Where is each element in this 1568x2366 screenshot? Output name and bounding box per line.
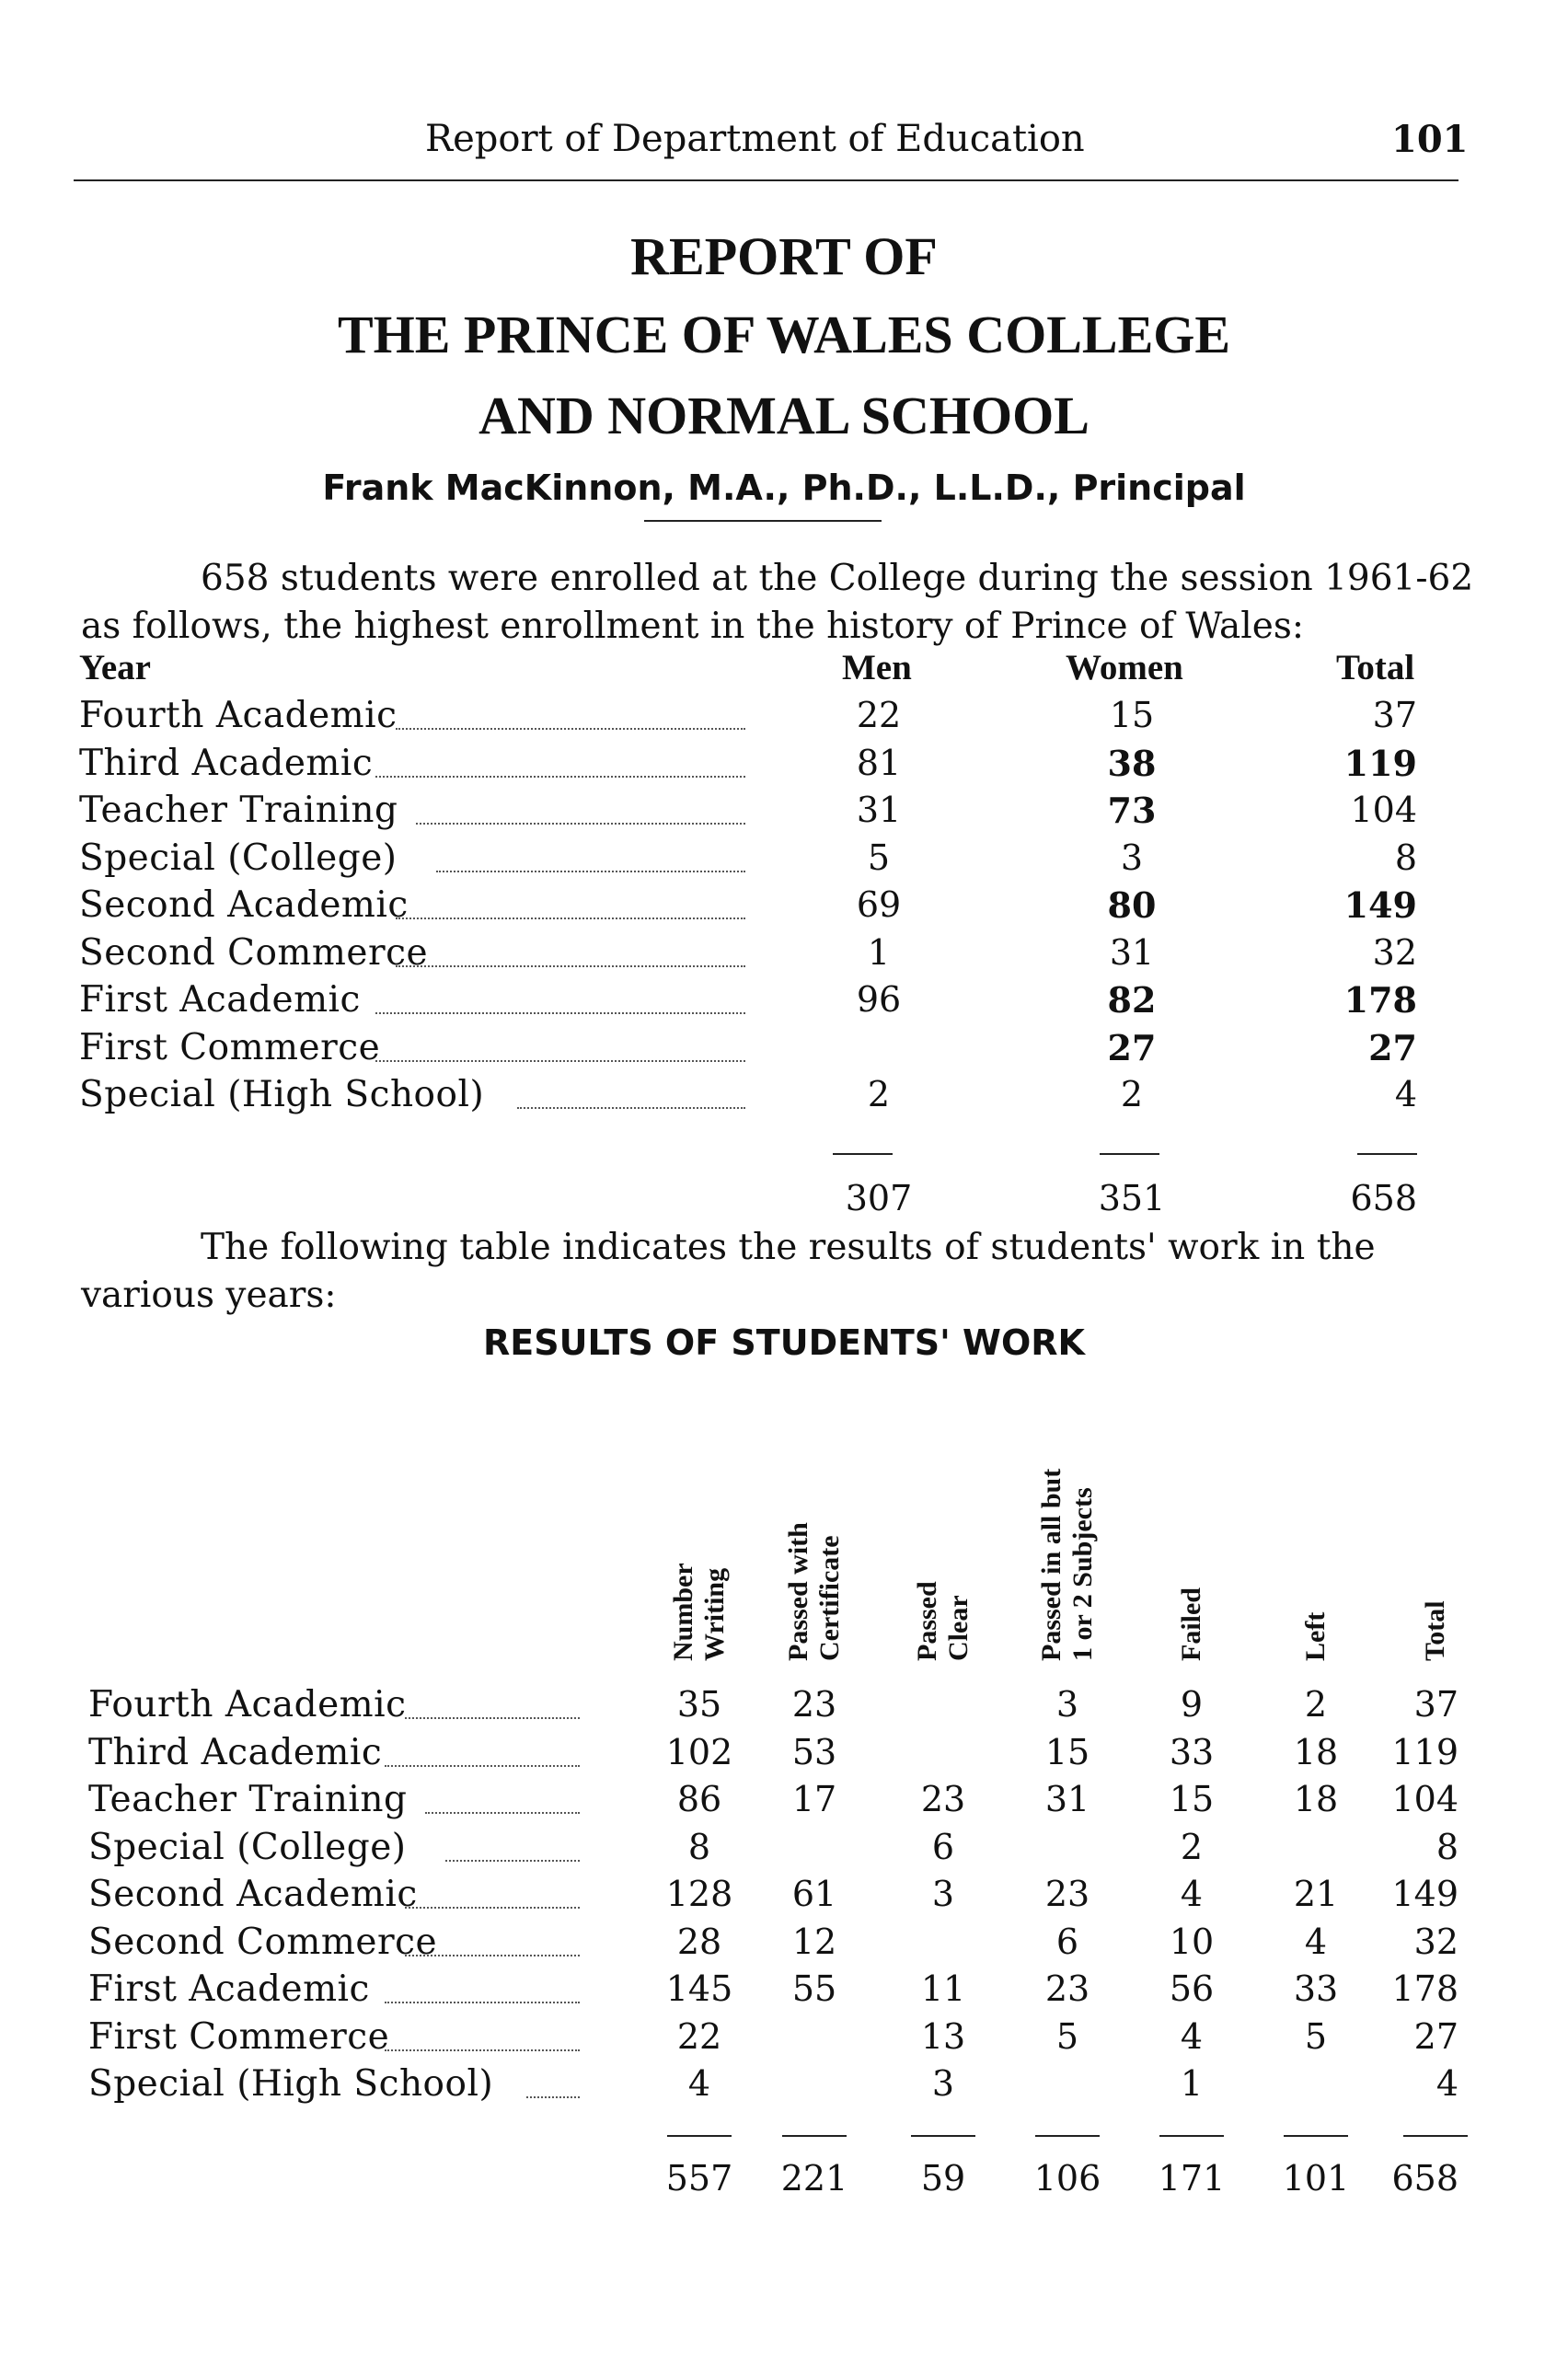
results-total: 101 xyxy=(1282,2158,1350,2199)
results-cell: 33 xyxy=(1293,1968,1339,2009)
results-cell: 27 xyxy=(1413,2015,1458,2057)
header-passed-with-certificate xyxy=(759,1339,870,1661)
enrollment-row-label: Special (College) xyxy=(79,837,398,879)
leader-dots xyxy=(405,1907,580,1909)
results-cell: 28 xyxy=(676,1921,722,1962)
leader-dots xyxy=(517,1107,745,1109)
results-cell: 4 xyxy=(1180,1874,1204,1914)
page-number: 101 xyxy=(1391,118,1469,161)
results-cell: 2 xyxy=(1180,1826,1204,1867)
enrollment-header-men: Men xyxy=(842,648,912,687)
results-intro-line-1: The following table indicates the results of students' work in the xyxy=(201,1227,1376,1268)
enrollment-cell-women: 2 xyxy=(1120,1074,1144,1114)
leader-dots xyxy=(375,1060,745,1062)
results-intro-line-2: various years: xyxy=(81,1275,337,1316)
results-cell: 8 xyxy=(687,1826,711,1867)
total-rule xyxy=(782,2135,847,2137)
total-rule xyxy=(911,2135,975,2137)
enrollment-header-year: Year xyxy=(79,648,151,687)
leader-dots xyxy=(396,965,745,967)
enrollment-cell-total: 4 xyxy=(1394,1074,1417,1114)
results-title: RESULTS OF STUDENTS' WORK xyxy=(483,1322,1085,1363)
leader-dots xyxy=(375,776,745,778)
enrollment-cell-total: 37 xyxy=(1372,695,1417,735)
enrollment-cell-women: 82 xyxy=(1107,979,1157,1021)
header-line: Certificate xyxy=(814,1535,845,1661)
enrollment-row-label: First Academic xyxy=(79,979,361,1021)
results-cell: 6 xyxy=(1055,1921,1079,1962)
header-line: Left xyxy=(1300,1611,1331,1661)
enrollment-cell-women: 80 xyxy=(1107,884,1157,926)
results-row-label: Third Academic xyxy=(88,1731,383,1773)
header-line: Clear xyxy=(943,1595,974,1661)
results-row-label: First Academic xyxy=(88,1968,370,2010)
enrollment-cell-men: 69 xyxy=(856,884,902,925)
enrollment-row-label: Third Academic xyxy=(79,742,374,784)
results-cell: 104 xyxy=(1391,1779,1458,1819)
results-cell: 2 xyxy=(1304,1684,1328,1725)
enrollment-cell-total: 8 xyxy=(1394,837,1417,878)
header-total xyxy=(1380,1339,1491,1661)
header-line: Total xyxy=(1420,1600,1450,1661)
title-line-3: AND NORMAL SCHOOL xyxy=(478,386,1090,445)
header-passed-all-but xyxy=(1012,1339,1123,1661)
results-cell: 4 xyxy=(687,2063,711,2104)
header-left xyxy=(1261,1339,1371,1661)
running-head: Report of Department of Education xyxy=(425,118,1085,160)
leader-dots xyxy=(436,871,745,872)
results-total: 171 xyxy=(1158,2158,1226,2199)
results-cell: 23 xyxy=(791,1684,837,1725)
intro-line-2: as follows, the highest enrollment in the history of Prince of Wales: xyxy=(81,606,1304,647)
enrollment-row-label: Second Academic xyxy=(79,884,409,926)
results-cell: 18 xyxy=(1293,1731,1339,1772)
enrollment-total-total: 658 xyxy=(1350,1178,1417,1218)
byline-rule xyxy=(644,520,882,522)
results-cell: 15 xyxy=(1169,1779,1215,1819)
leader-dots xyxy=(396,918,745,919)
enrollment-cell-total: 119 xyxy=(1343,742,1417,784)
enrollment-header-women: Women xyxy=(1066,648,1183,687)
results-total: 59 xyxy=(920,2158,966,2199)
enrollment-cell-total: 27 xyxy=(1368,1026,1417,1068)
total-rule xyxy=(1100,1153,1159,1155)
results-row-label: Fourth Academic xyxy=(88,1684,407,1725)
results-cell: 56 xyxy=(1169,1968,1215,2009)
leader-dots xyxy=(405,1955,580,1956)
results-cell: 23 xyxy=(1044,1968,1090,2009)
title-line-1: REPORT OF xyxy=(630,226,938,286)
header-line: Passed xyxy=(912,1581,942,1661)
leader-dots xyxy=(526,2096,580,2098)
enrollment-cell-women: 38 xyxy=(1107,742,1157,784)
enrollment-cell-men: 22 xyxy=(856,695,902,735)
results-cell: 37 xyxy=(1413,1684,1458,1725)
results-row-label: Special (College) xyxy=(88,1826,407,1868)
enrollment-cell-men: 31 xyxy=(856,790,902,830)
results-cell: 31 xyxy=(1044,1779,1090,1819)
results-cell: 119 xyxy=(1391,1731,1458,1772)
enrollment-cell-total: 149 xyxy=(1343,884,1417,926)
enrollment-cell-women: 27 xyxy=(1107,1026,1157,1068)
enrollment-cell-women: 15 xyxy=(1109,695,1155,735)
results-total: 221 xyxy=(780,2158,848,2199)
leader-dots xyxy=(385,2002,580,2003)
results-cell: 35 xyxy=(676,1684,722,1725)
results-cell: 23 xyxy=(1044,1874,1090,1914)
total-rule xyxy=(1159,2135,1224,2137)
total-rule xyxy=(1403,2135,1468,2137)
results-row-label: Second Commerce xyxy=(88,1921,438,1963)
header-line: Passed in all but xyxy=(1036,1468,1066,1661)
header-failed xyxy=(1136,1339,1247,1661)
header-rule xyxy=(74,179,1458,181)
results-cell: 17 xyxy=(791,1779,837,1819)
header-number-writing xyxy=(644,1339,755,1661)
total-rule xyxy=(833,1153,893,1155)
enrollment-cell-men: 81 xyxy=(856,742,902,783)
results-row-label: Teacher Training xyxy=(88,1779,408,1820)
enrollment-cell-men: 5 xyxy=(867,837,891,878)
results-cell: 4 xyxy=(1180,2015,1204,2057)
results-cell: 13 xyxy=(920,2015,966,2057)
results-cell: 145 xyxy=(665,1968,733,2009)
total-rule xyxy=(1035,2135,1100,2137)
results-cell: 8 xyxy=(1435,1826,1458,1867)
leader-dots xyxy=(405,1717,580,1719)
leader-dots xyxy=(416,823,745,825)
enrollment-cell-men: 96 xyxy=(856,979,902,1020)
leader-dots xyxy=(445,1860,580,1862)
results-cell: 149 xyxy=(1391,1874,1458,1914)
results-cell: 22 xyxy=(676,2015,722,2057)
results-cell: 53 xyxy=(791,1731,837,1772)
enrollment-row-label: Fourth Academic xyxy=(79,695,398,736)
enrollment-row-label: Teacher Training xyxy=(79,790,398,831)
enrollment-cell-women: 3 xyxy=(1120,837,1144,878)
header-line: Number xyxy=(668,1563,698,1661)
enrollment-row-label: First Commerce xyxy=(79,1026,381,1068)
results-cell: 21 xyxy=(1293,1874,1339,1914)
results-cell: 55 xyxy=(791,1968,837,2009)
enrollment-cell-total: 178 xyxy=(1343,979,1417,1021)
results-cell: 5 xyxy=(1304,2015,1328,2057)
total-rule xyxy=(1357,1153,1417,1155)
principal-byline: Frank MacKinnon, M.A., Ph.D., L.L.D., Principal xyxy=(322,467,1246,508)
results-cell: 6 xyxy=(931,1826,955,1867)
results-cell: 32 xyxy=(1413,1921,1458,1962)
results-row-label: Special (High School) xyxy=(88,2063,494,2105)
enrollment-row-label: Second Commerce xyxy=(79,931,429,974)
results-cell: 3 xyxy=(931,2063,955,2104)
results-row-label: Second Academic xyxy=(88,1874,418,1915)
results-cell: 102 xyxy=(665,1731,733,1772)
results-cell: 4 xyxy=(1435,2063,1458,2104)
leader-dots xyxy=(425,1812,580,1814)
results-cell: 86 xyxy=(676,1779,722,1819)
title-line-2: THE PRINCE OF WALES COLLEGE xyxy=(337,305,1231,364)
results-cell: 3 xyxy=(931,1874,955,1914)
results-cell: 128 xyxy=(665,1874,733,1914)
header-line: Passed with xyxy=(783,1522,813,1661)
results-cell: 15 xyxy=(1044,1731,1090,1772)
total-rule xyxy=(667,2135,732,2137)
header-line: Writing xyxy=(699,1567,730,1661)
results-row-label: First Commerce xyxy=(88,2015,390,2058)
results-cell: 23 xyxy=(920,1779,966,1819)
enrollment-cell-men: 2 xyxy=(867,1074,891,1114)
results-cell: 10 xyxy=(1169,1921,1215,1962)
results-cell: 61 xyxy=(791,1874,837,1914)
results-cell: 9 xyxy=(1180,1684,1204,1725)
enrollment-cell-women: 31 xyxy=(1109,931,1155,973)
header-passed-clear xyxy=(888,1339,998,1661)
enrollment-row-label: Special (High School) xyxy=(79,1074,485,1115)
results-cell: 1 xyxy=(1180,2063,1204,2104)
leader-dots xyxy=(396,728,745,730)
results-total: 106 xyxy=(1033,2158,1101,2199)
leader-dots xyxy=(375,1012,745,1014)
leader-dots xyxy=(385,2049,580,2051)
results-cell: 18 xyxy=(1293,1779,1339,1819)
results-cell: 178 xyxy=(1391,1968,1458,2009)
enrollment-header-total: Total xyxy=(1336,648,1415,687)
enrollment-cell-men: 1 xyxy=(867,931,891,973)
enrollment-total-men: 307 xyxy=(845,1178,913,1218)
results-cell: 12 xyxy=(791,1921,837,1962)
total-rule xyxy=(1284,2135,1348,2137)
results-total: 658 xyxy=(1391,2158,1458,2199)
enrollment-cell-total: 32 xyxy=(1372,931,1417,973)
intro-line-1: 658 students were enrolled at the College during the session 1961-62 xyxy=(201,558,1474,599)
results-cell: 11 xyxy=(920,1968,966,2009)
enrollment-cell-total: 104 xyxy=(1350,790,1417,830)
results-total: 557 xyxy=(665,2158,733,2199)
header-line: Failed xyxy=(1176,1587,1206,1661)
results-cell: 3 xyxy=(1055,1684,1079,1725)
enrollment-total-women: 351 xyxy=(1098,1178,1166,1218)
results-cell: 5 xyxy=(1055,2015,1079,2057)
leader-dots xyxy=(385,1765,580,1767)
enrollment-cell-women: 73 xyxy=(1107,790,1157,831)
results-cell: 4 xyxy=(1304,1921,1328,1962)
results-cell: 33 xyxy=(1169,1731,1215,1772)
header-line: 1 or 2 Subjects xyxy=(1067,1487,1098,1661)
